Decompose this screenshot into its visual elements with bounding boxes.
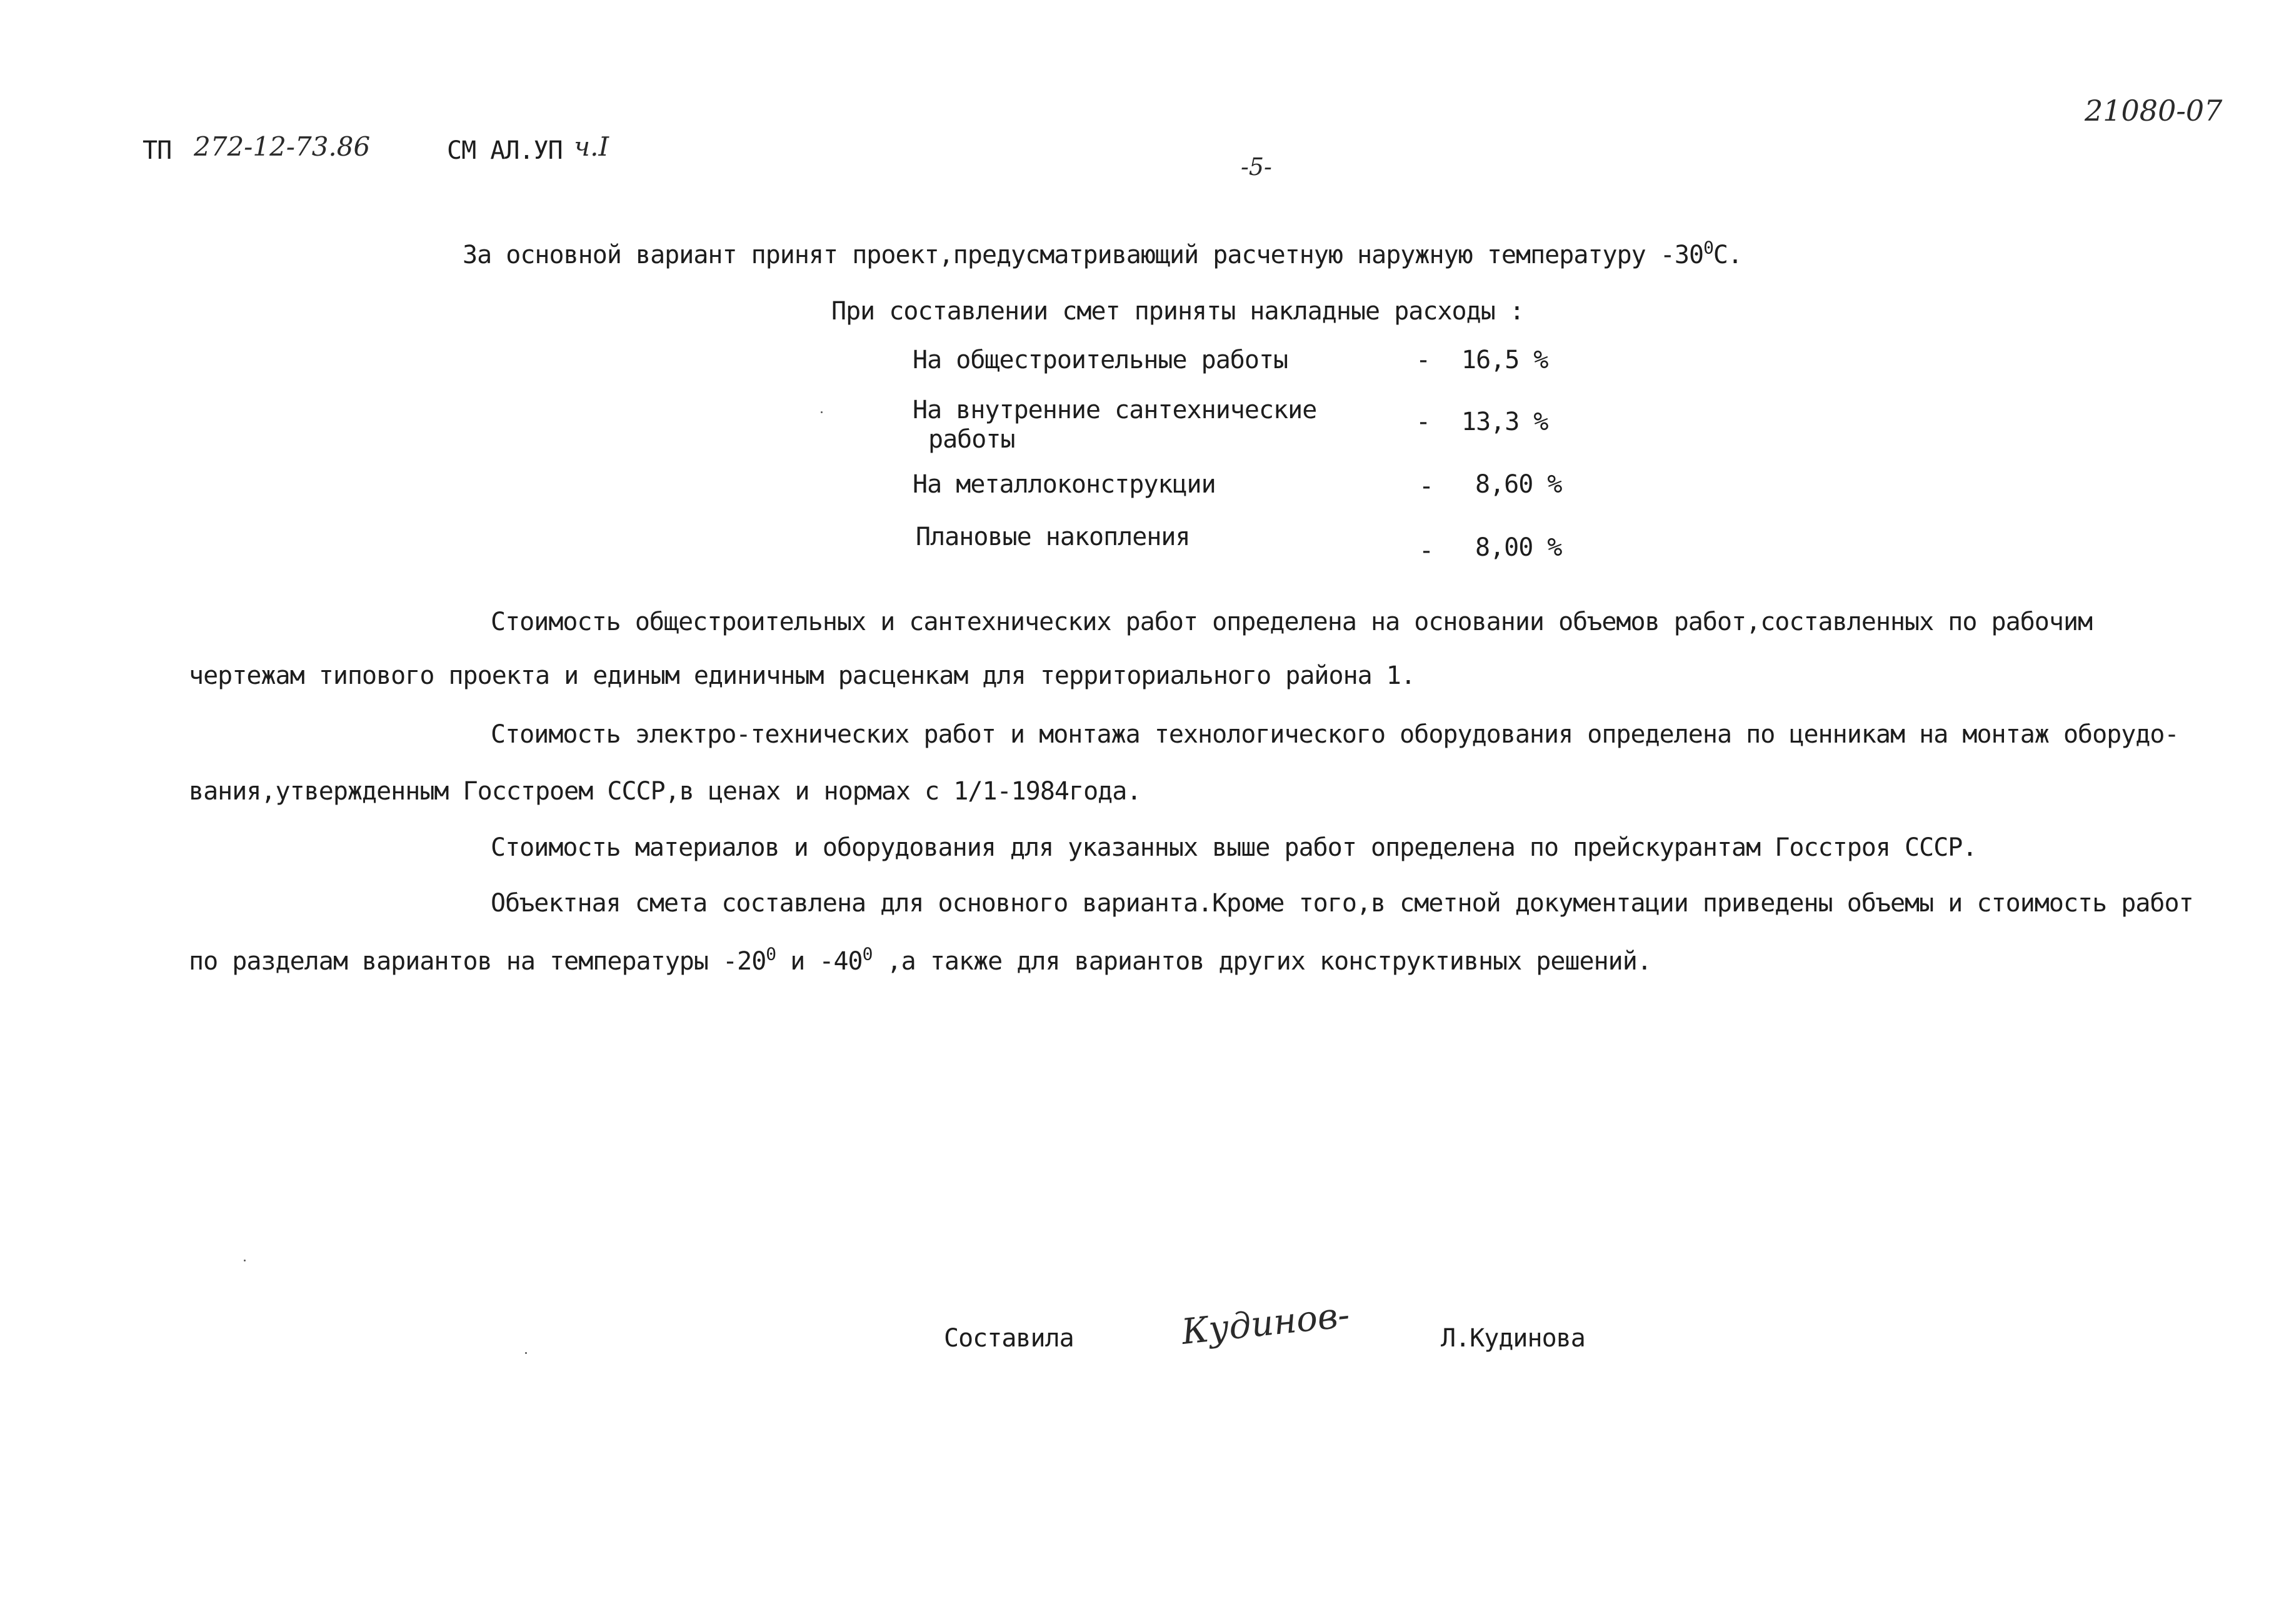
paragraph-1-line-2: чертежам типового проекта и единым единичным расценкам для территориального района 1. xyxy=(189,661,1415,690)
overhead-row-value: 16,5 % xyxy=(1461,346,1548,374)
page-number: -5- xyxy=(1241,153,1272,181)
paragraph-3: Стоимость материалов и оборудования для указанных выше работ определена по прейскурантам Госстроя СССР. xyxy=(491,833,1977,862)
doc-code-handwritten: 272-12-73.86 xyxy=(194,131,371,162)
intro-degree: 0 xyxy=(1703,237,1713,258)
paragraph-2-line-2: вания,утвержденным Госстроем СССР,в ценах и нормах с 1/1-1984года. xyxy=(189,777,1141,806)
doc-code-printed: ТП xyxy=(143,136,172,165)
p4-text-b: и -40 xyxy=(776,947,863,976)
overhead-row-label-cont: работы xyxy=(928,425,1015,454)
p4-degree-2: 0 xyxy=(862,943,873,965)
overhead-row-label: Плановые накопления xyxy=(916,523,1190,551)
paragraph-4-line-2 xyxy=(189,943,1651,976)
album-code: СМ АЛ.УП xyxy=(447,136,563,165)
overhead-row-label: На общестроительные работы xyxy=(913,346,1288,374)
p4-text-a: по разделам вариантов на температуры -20 xyxy=(189,947,766,976)
overhead-row-label: На внутренние сантехнические xyxy=(913,396,1317,424)
intro-unit: С. xyxy=(1713,241,1743,269)
p4-text-c: ,а также для вариантов других конструктивных решений. xyxy=(872,947,1651,976)
album-part: ч.I xyxy=(574,131,609,162)
intro-main: За основной вариант принят проект,предусматривающий расчетную наружную температуру -30 xyxy=(463,241,1704,269)
scan-speck xyxy=(525,1352,527,1354)
scan-speck xyxy=(821,411,823,413)
signature-role: Составила xyxy=(944,1324,1074,1353)
overhead-row-dash: - xyxy=(1416,408,1431,436)
overhead-row-dash: - xyxy=(1419,472,1434,501)
paragraph-4-line-1: Объектная смета составлена для основного варианта.Кроме того,в сметной документации приведены объемы и стоимость работ xyxy=(491,889,2193,918)
overhead-row-value: 8,60 % xyxy=(1475,470,1562,499)
overhead-heading: При составлении смет приняты накладные расходы : xyxy=(831,297,1524,326)
paragraph-2-line-1: Стоимость электро-технических работ и монтажа технологического оборудования определена по ценникам на монтаж оборудо- xyxy=(491,720,2179,749)
intro-text xyxy=(463,237,1743,269)
p4-degree-1: 0 xyxy=(766,943,776,965)
signature-mark: Кудинов- xyxy=(1180,1295,1352,1353)
overhead-row-dash: - xyxy=(1416,346,1431,374)
overhead-row-value: 13,3 % xyxy=(1461,408,1548,436)
signature-name: Л.Кудинова xyxy=(1441,1324,1585,1353)
archive-number: 21080-07 xyxy=(2085,94,2223,128)
scan-speck xyxy=(244,1260,246,1261)
overhead-row-dash: - xyxy=(1419,536,1434,565)
overhead-row-label: На металлоконструкции xyxy=(913,470,1216,499)
overhead-row-value: 8,00 % xyxy=(1475,533,1562,562)
paragraph-1-line-1: Стоимость общестроительных и сантехнических работ определена на основании объемов работ,составленных по рабочим xyxy=(491,608,2093,636)
